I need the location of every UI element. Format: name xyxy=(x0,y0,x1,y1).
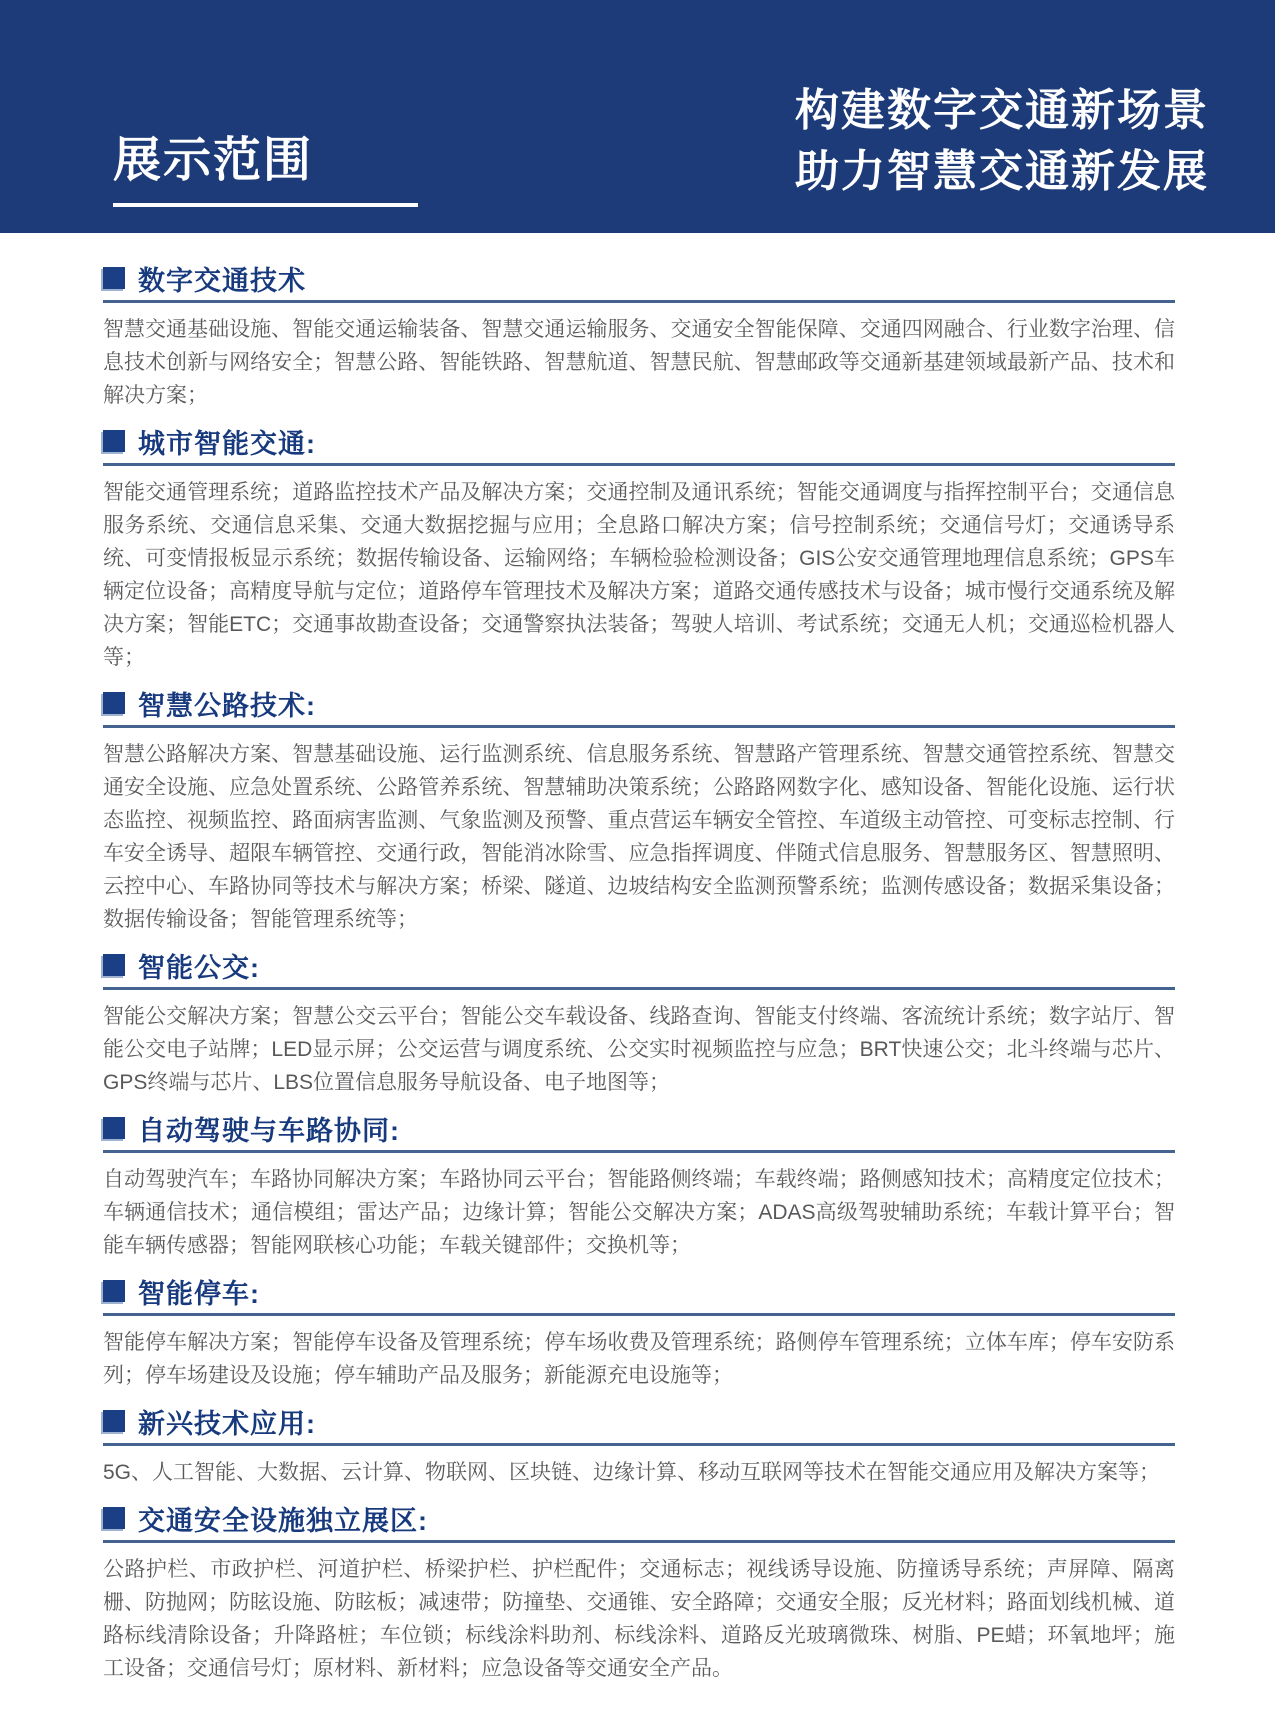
section-header xyxy=(103,1113,1175,1146)
section-divider xyxy=(103,1313,1175,1316)
section-body: 智慧交通基础设施、智能交通运输装备、智慧交通运输服务、交通安全智能保障、交通四网融合、行业数字治理、信息技术创新与网络安全；智慧公路、智能铁路、智慧航道、智慧民航、智慧邮政等交通新基建领域最新产品、技术和解决方案； xyxy=(103,318,1175,407)
slogan-line-2: 助力智慧交通新发展 xyxy=(795,147,1209,196)
section-body: 自动驾驶汽车；车路协同解决方案；车路协同云平台；智能路侧终端；车载终端；路侧感知技术；高精度定位技术；车辆通信技术；通信模组；雷达产品；边缘计算；智能公交解决方案；ADAS高级驾驶辅助系统；车载计算平台；智能车辆传感器；智能网联核心功能；车载关键部件；交换机等； xyxy=(103,1168,1175,1257)
section-header xyxy=(103,263,1175,296)
banner-slogan xyxy=(795,80,1209,202)
square-bullet-icon xyxy=(103,267,125,289)
square-bullet-icon xyxy=(103,1117,125,1139)
square-bullet-icon xyxy=(103,1507,125,1529)
square-bullet-icon xyxy=(103,1280,125,1302)
square-bullet-icon xyxy=(103,430,125,452)
square-bullet-icon xyxy=(103,692,125,714)
section-divider xyxy=(103,987,1175,990)
square-bullet-icon xyxy=(103,954,125,976)
section-title: 数字交通技术 xyxy=(138,265,306,296)
section-smart-bus xyxy=(103,950,1175,1099)
header-banner xyxy=(0,0,1275,233)
page-title: 展示范围 xyxy=(113,134,314,187)
section-divider xyxy=(103,1540,1175,1543)
section-urban-its xyxy=(103,426,1175,674)
section-body: 智慧公路解决方案、智慧基础设施、运行监测系统、信息服务系统、智慧路产管理系统、智慧交通管控系统、智慧交通安全设施、应急处置系统、公路管养系统、智慧辅助决策系统；公路路网数字化、感知设备、智能化设施、运行状态监控、视频监控、路面病害监测、气象监测及预警、重点营运车辆安全管控、车道级主动管控、可变标志控制、行车安全诱导、超限车辆管控、交通行政，智能消冰除雪、应急指挥调度、伴随式信息服务、智慧服务区、智慧照明、云控中心、车路协同等技术与解决方案；桥梁、隧道、边坡结构安全监测预警系统；监测传感设备；数据采集设备；数据传输设备；智能管理系统等； xyxy=(103,743,1175,931)
section-header xyxy=(103,1503,1175,1536)
section-smart-highway-tech xyxy=(103,688,1175,936)
section-header xyxy=(103,950,1175,983)
section-body: 智能停车解决方案；智能停车设备及管理系统；停车场收费及管理系统；路侧停车管理系统；立体车库；停车安防系列；停车场建设及设施；停车辅助产品及服务；新能源充电设施等； xyxy=(103,1331,1175,1387)
square-bullet-icon xyxy=(103,1410,125,1432)
section-divider xyxy=(103,725,1175,728)
section-digital-transport-tech xyxy=(103,263,1175,412)
section-header xyxy=(103,426,1175,459)
section-divider xyxy=(103,463,1175,466)
section-divider xyxy=(103,1443,1175,1446)
section-body: 智能交通管理系统；道路监控技术产品及解决方案；交通控制及通讯系统；智能交通调度与指挥控制平台；交通信息服务系统、交通信息采集、交通大数据挖掘与应用；全息路口解决方案；信号控制系统；交通信号灯；交通诱导系统、可变情报板显示系统；数据传输设备、运输网络；车辆检验检测设备；GIS公安交通管理地理信息系统；GPS车辆定位设备；高精度导航与定位；道路停车管理技术及解决方案；道路交通传感技术与设备；城市慢行交通系统及解决方案；智能ETC；交通事故勘查设备；交通警察执法装备；驾驶人培训、考试系统；交通无人机；交通巡检机器人等； xyxy=(103,481,1175,669)
section-autonomous-driving-v2x xyxy=(103,1113,1175,1262)
section-header xyxy=(103,1276,1175,1309)
title-underline xyxy=(113,203,418,207)
section-title: 智能停车: xyxy=(138,1278,260,1309)
section-smart-parking xyxy=(103,1276,1175,1392)
section-title: 智能公交: xyxy=(138,952,260,983)
slogan-line-1: 构建数字交通新场景 xyxy=(795,86,1209,135)
section-body: 公路护栏、市政护栏、河道护栏、桥梁护栏、护栏配件；交通标志；视线诱导设施、防撞诱导系统；声屏障、隔离栅、防抛网；防眩设施、防眩板；减速带；防撞垫、交通锥、安全路障；交通安全服；反光材料；路面划线机械、道路标线清除设备；升降路桩；车位锁；标线涂料助剂、标线涂料、道路反光玻璃微珠、树脂、PE蜡；环氧地坪；施工设备；交通信号灯；原材料、新材料；应急设备等交通安全产品。 xyxy=(103,1558,1175,1680)
section-title: 城市智能交通: xyxy=(138,428,316,459)
section-title: 自动驾驶与车路协同: xyxy=(138,1115,400,1146)
section-body: 5G、人工智能、大数据、云计算、物联网、区块链、边缘计算、移动互联网等技术在智能交通应用及解决方案等； xyxy=(103,1461,1161,1484)
section-header xyxy=(103,1406,1175,1439)
section-title: 交通安全设施独立展区: xyxy=(138,1505,428,1536)
section-divider xyxy=(103,1150,1175,1153)
section-title: 智慧公路技术: xyxy=(138,690,316,721)
section-traffic-safety-zone xyxy=(103,1503,1175,1685)
section-header xyxy=(103,688,1175,721)
content-area xyxy=(0,263,1275,1685)
section-title: 新兴技术应用: xyxy=(138,1408,316,1439)
section-emerging-tech xyxy=(103,1406,1175,1489)
section-body: 智能公交解决方案；智慧公交云平台；智能公交车载设备、线路查询、智能支付终端、客流统计系统；数字站厅、智能公交电子站牌；LED显示屏；公交运营与调度系统、公交实时视频监控与应急；BRT快速公交；北斗终端与芯片、GPS终端与芯片、LBS位置信息服务导航设备、电子地图等； xyxy=(103,1005,1175,1094)
section-divider xyxy=(103,300,1175,303)
